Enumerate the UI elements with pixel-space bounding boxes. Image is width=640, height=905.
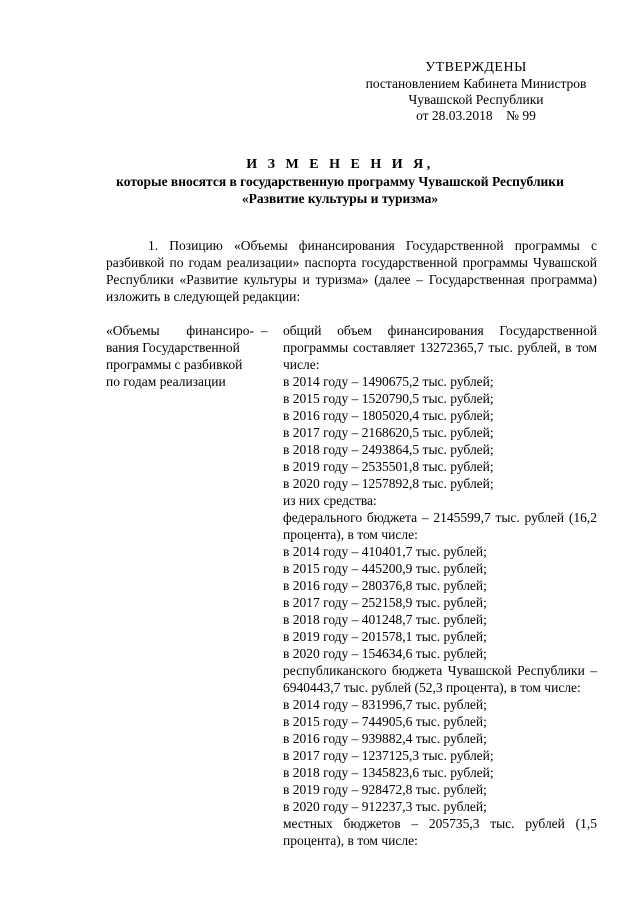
approval-block	[360, 60, 592, 124]
local-paragraph: местных бюджетов – 205735,3 тыс. рублей (1,5 процента), в том числе:	[283, 816, 597, 848]
republic-year-2020: в 2020 году – 912237,3 тыс. рублей;	[283, 799, 487, 814]
approval-line-3: от 28.03.2018 № 99	[416, 108, 536, 123]
federal-year-2014: в 2014 году – 410401,7 тыс. рублей;	[283, 544, 487, 559]
label-line-1: «Объемы финансиро-	[106, 323, 254, 338]
federal-paragraph: федерального бюджета – 2145599,7 тыс. рублей (16,2 процента), в том числе:	[283, 510, 597, 542]
federal-year-2020: в 2020 году – 154634,6 тыс. рублей;	[283, 646, 487, 661]
label-line-2: вания Государственной	[106, 340, 240, 355]
federal-year-2016: в 2016 году – 280376,8 тыс. рублей;	[283, 578, 487, 593]
approval-line-1: постановлением Кабинета Министров	[365, 76, 587, 91]
republic-year-2019: в 2019 году – 928472,8 тыс. рублей;	[283, 782, 487, 797]
republic-year-2018: в 2018 году – 1345823,6 тыс. рублей;	[283, 765, 494, 780]
approval-line-2: Чувашской Республики	[408, 92, 544, 107]
republic-year-2014: в 2014 году – 831996,7 тыс. рублей;	[283, 697, 487, 712]
republic-year-2017: в 2017 году – 1237125,3 тыс. рублей;	[283, 748, 494, 763]
financing-details	[283, 322, 597, 849]
title-line-1: которые вносятся в государственную программу Чувашской Республики	[116, 174, 564, 189]
intro-paragraph: 1. Позицию «Объемы финансирования Государственной программы с разбивкой по годам реализации» паспорта государственной программы Чувашской Республики «Развитие культуры и туризма» (далее – Государственная программа) изложить в следующей редакции:	[106, 238, 597, 304]
position-label	[106, 322, 254, 390]
title-line-2: «Развитие культуры и туризма»	[241, 191, 439, 206]
republic-year-2015: в 2015 году – 744905,6 тыс. рублей;	[283, 714, 487, 729]
republic-paragraph: республиканского бюджета Чувашской Республики – 6940443,7 тыс. рублей (52,3 процента), в том числе:	[283, 663, 597, 695]
federal-year-2019: в 2019 году – 201578,1 тыс. рублей;	[283, 629, 487, 644]
document-title	[60, 156, 620, 207]
label-dash: –	[261, 323, 268, 338]
federal-year-2018: в 2018 году – 401248,7 тыс. рублей;	[283, 612, 487, 627]
approval-heading: УТВЕРЖДЕНЫ	[425, 60, 527, 75]
total-year-2015: в 2015 году – 1520790,5 тыс. рублей;	[283, 391, 494, 406]
label-line-3: программы с разбивкой	[106, 357, 243, 372]
total-year-2017: в 2017 году – 2168620,5 тыс. рублей;	[283, 425, 494, 440]
label-line-4: по годам реализации	[106, 374, 226, 389]
title-main: И З М Е Н Е Н И Я,	[246, 157, 434, 172]
total-year-2014: в 2014 году – 1490675,2 тыс. рублей;	[283, 374, 494, 389]
republic-year-2016: в 2016 году – 939882,4 тыс. рублей;	[283, 731, 487, 746]
federal-year-2015: в 2015 году – 445200,9 тыс. рублей;	[283, 561, 487, 576]
federal-year-2017: в 2017 году – 252158,9 тыс. рублей;	[283, 595, 487, 610]
total-year-2019: в 2019 году – 2535501,8 тыс. рублей;	[283, 459, 494, 474]
sources-line: из них средства:	[283, 493, 377, 508]
total-year-2020: в 2020 году – 1257892,8 тыс. рублей;	[283, 476, 494, 491]
total-year-2016: в 2016 году – 1805020,4 тыс. рублей;	[283, 408, 494, 423]
total-year-2018: в 2018 году – 2493864,5 тыс. рублей;	[283, 442, 494, 457]
total-paragraph: общий объем финансирования Государственной программы составляет 13272365,7 тыс. рублей, в том числе:	[283, 323, 597, 372]
